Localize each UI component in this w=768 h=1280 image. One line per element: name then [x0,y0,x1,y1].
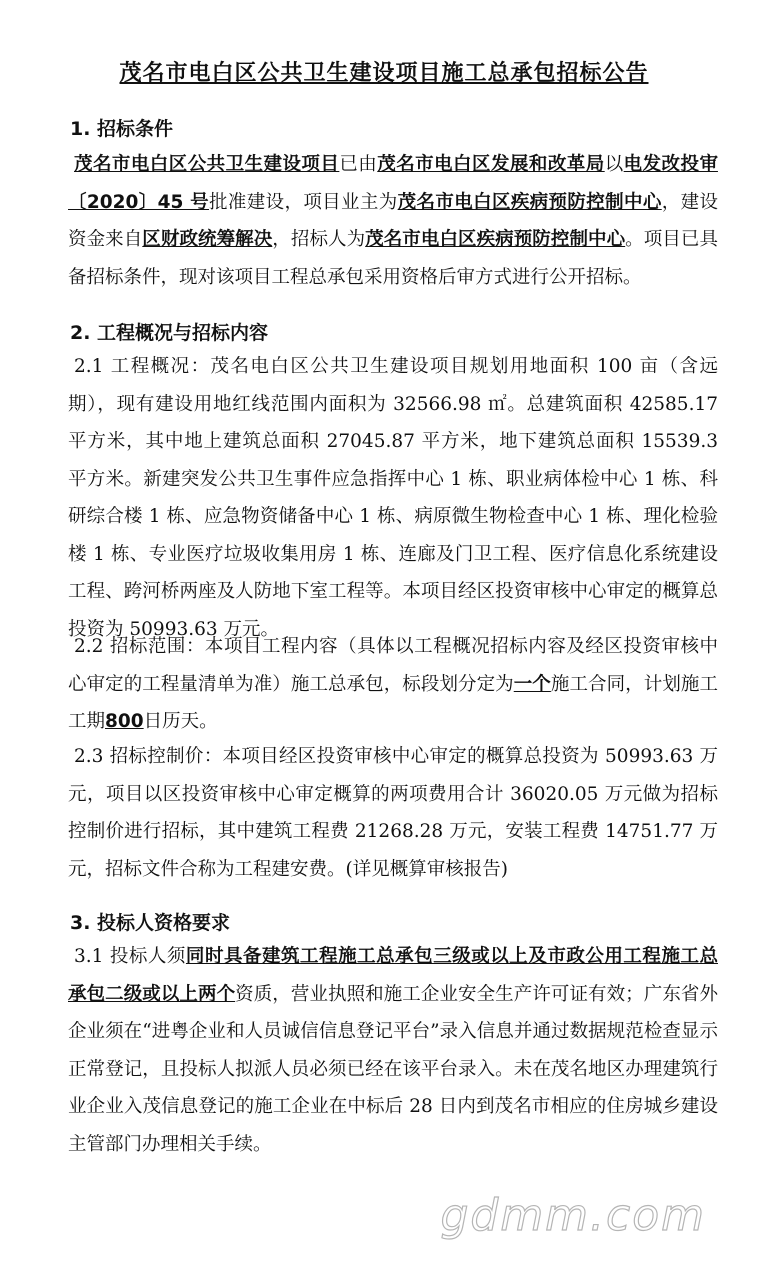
section-3-1-paragraph [68,938,718,1163]
emphasis-text: 茂名市电白区发展和改革局 [377,154,605,175]
section-2-1-paragraph [68,348,718,648]
emphasis-text: 一个 [513,673,551,695]
body-text: 。项目已具备招标条件，现对该项目工程总承包采用资格后审方式进行公开招标。 [68,229,718,288]
body-text: 资质，营业执照和施工企业安全生产许可证有效；广东省外企业须在“进粤企业和人员诚信信息登记平台”录入信息并通过数据规范检查显示正常登记，且投标人拟派人员必须已经在该平台录入。未在茂名地区办理建筑行业企业入茂信息登记的施工企业在中标后 28 日内到茂名市相应的住房城乡建设主管部门办理相关手续。 [68,983,718,1155]
body-text: 2.1 工程概况：茂名电白区公共卫生建设项目规划用地面积 100 亩（含远期），现有建设用地红线范围内面积为 32566.98 ㎡。总建筑面积 42585.17 平方米，其中地上建筑总面积 27045.87 平方米，地下建筑总面积 15539.3 平方米。新建突发公共卫生事件应急指挥中心 1 栋、职业病体检中心 1 栋、科研综合楼 1 栋、应急物资储备中心 1 栋、病原微生物检查中心 1 栋、理化检验楼 1 栋、专业医疗垃圾收集用房 1 栋、连廊及门卫工程、医疗信息化系统建设工程、跨河桥两座及人防地下室工程等。本项目经区投资审核中心审定的概算总投资为 50993.63 万元。 [68,356,718,640]
title-text: 茂名市电白区公共卫生建设项目施工总承包招标公告 [119,61,649,86]
section-2-heading: 2. 工程概况与招标内容 [70,322,269,344]
body-text: 已由 [339,154,378,175]
section-1-heading: 1. 招标条件 [70,118,174,140]
body-text: 2.3 招标控制价：本项目经区投资审核中心审定的概算总投资为 50993.63 万元，项目以区投资审核中心审定概算的两项费用合计 36020.05 万元做为招标控制价进行招标，其中建筑工程费 21268.28 万元，安装工程费 14751.77 万元，招标文件合称为工程建安费。(详见概算审核报告) [68,746,718,880]
document-title [0,56,768,87]
section-2-3-paragraph [68,738,718,888]
body-text: 施工合同，计划施工工期 [68,673,718,732]
emphasis-text: 电发改投审〔2020〕45 号 [68,154,718,213]
body-text: 日历天。 [143,711,218,732]
watermark-logo: gdmm.com [440,1190,706,1241]
body-text: 以 [604,154,624,175]
emphasis-text: 茂名市电白区公共卫生建设项目 [74,154,340,175]
body-text: 批准建设，项目业主为 [209,191,398,213]
emphasis-text: 800 [105,711,144,732]
body-text: 3.1 投标人须 [74,946,186,967]
body-text: 2.2 招标范围：本项目工程内容（具体以工程概况招标内容及经区投资审核中心审定的工程量清单为准）施工总承包，标段划分定为 [68,636,718,695]
section-1-paragraph [68,146,718,296]
emphasis-text: 茂名市电白区疾病预防控制中心 [365,229,626,250]
emphasis-text: 同时具备建筑工程施工总承包三级或以上及市政公用工程施工总承包二级或以上两个 [68,946,718,1005]
body-text: ，建设资金来自 [68,191,718,250]
section-3-heading: 3. 投标人资格要求 [70,912,231,934]
emphasis-text: 区财政统筹解决 [142,229,273,250]
body-text: ，招标人为 [272,229,366,250]
section-2-2-paragraph [68,628,718,741]
emphasis-text: 茂名市电白区疾病预防控制中心 [397,191,662,213]
